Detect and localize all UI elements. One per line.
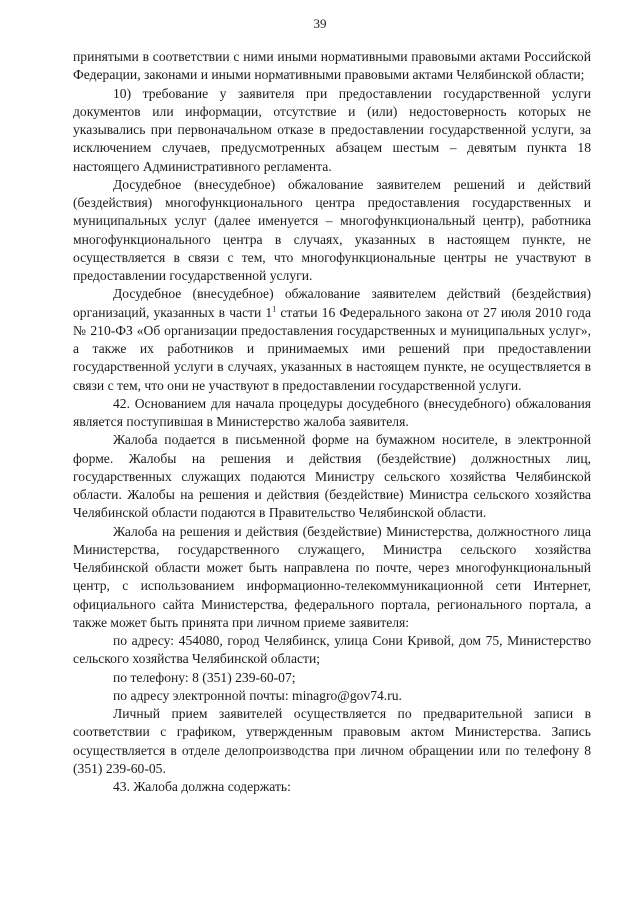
paragraph: 10) требование у заявителя при предоставлении государственной услуги документов или информации, отсутствие и (или) недостоверность которых не указывались при первоначальном отказе в предоставлении государственной услуги, за исключением случаев, предусмотренных абзацем шестым – девятым пункта 18 настоящего Административного регламента. bbox=[73, 85, 591, 174]
paragraph: 43. Жалоба должна содержать: bbox=[113, 779, 291, 794]
superscript: 1 bbox=[272, 303, 277, 313]
paragraph: по адресу: 454080, город Челябинск, улица Сони Кривой, дом 75, Министерство сельского хозяйства Челябинской области; bbox=[73, 633, 591, 667]
page-number: 39 bbox=[313, 16, 327, 31]
paragraph: Жалоба подается в письменной форме на бумажном носителе, в электронной форме. Жалобы на решения и действия (бездействие) должностных лиц, государственных служащих подаются Министру сельского хозяйства Челябинской области. Жалобы на решения и действия (бездействие) Министра сельского хозяйства Челябинской области подаются в Правительство Челябинской области. bbox=[73, 432, 591, 521]
paragraph-text: статьи 16 Федерального закона от 27 июля 2010 года № 210-ФЗ «Об организации предоставления государственных и муниципальных услуг», а также их работников и принимаемых ими решений при предоставлении государственной услуги в случаях, указанных в настоящем пункте, не осуществляется в связи с тем, что они не участвуют в предоставлении государственной услуги. bbox=[73, 304, 591, 393]
paragraph: по адресу электронной почты: minagro@gov74.ru. bbox=[113, 687, 402, 703]
paragraph: принятыми в соответствии с ними иными нормативными правовыми актами Российской Федерации, законами и иными нормативными правовыми актами Челябинской области; bbox=[73, 49, 591, 83]
paragraph-text: Досудебное (внесудебное) обжалование заявителем действий (бездействия) организаций, указанных в части 1 bbox=[73, 286, 591, 320]
paragraph: Досудебное (внесудебное) обжалование заявителем решений и действий (бездействия) многофункционального центра предоставления государственных и муниципальных услуг (далее именуется – многофункциональный центр), работника многофункционального центра в случаях, указанных в настоящем пункте, не осуществляется в связи с тем, что многофункциональные центры не участвуют в предоставлении государственной услуги. bbox=[73, 176, 591, 283]
paragraph: Личный прием заявителей осуществляется по предварительной записи в соответствии с графиком, утвержденным правовым актом Министерства. Запись осуществляется в отделе делопроизводства при личном обращении или по телефону 8 (351) 239-60-05. bbox=[73, 706, 591, 776]
document-body bbox=[73, 48, 591, 796]
paragraph: Жалоба на решения и действия (бездействие) Министерства, должностного лица Министерства, государственного служащего, Министра сельского хозяйства Челябинской области может быть направлена по почте, через многофункциональный центр, с использованием информационно-телекоммуникационной сети Интернет, официального сайта Министерства, федерального портала, регионального портала, а также может быть принята при личном приеме заявителя: bbox=[73, 523, 591, 630]
paragraph bbox=[73, 285, 591, 395]
paragraph: по телефону: 8 (351) 239-60-07; bbox=[113, 669, 296, 685]
paragraph: 42. Основанием для начала процедуры досудебного (внесудебного) обжалования является поступившая в Министерство жалоба заявителя. bbox=[73, 395, 591, 429]
